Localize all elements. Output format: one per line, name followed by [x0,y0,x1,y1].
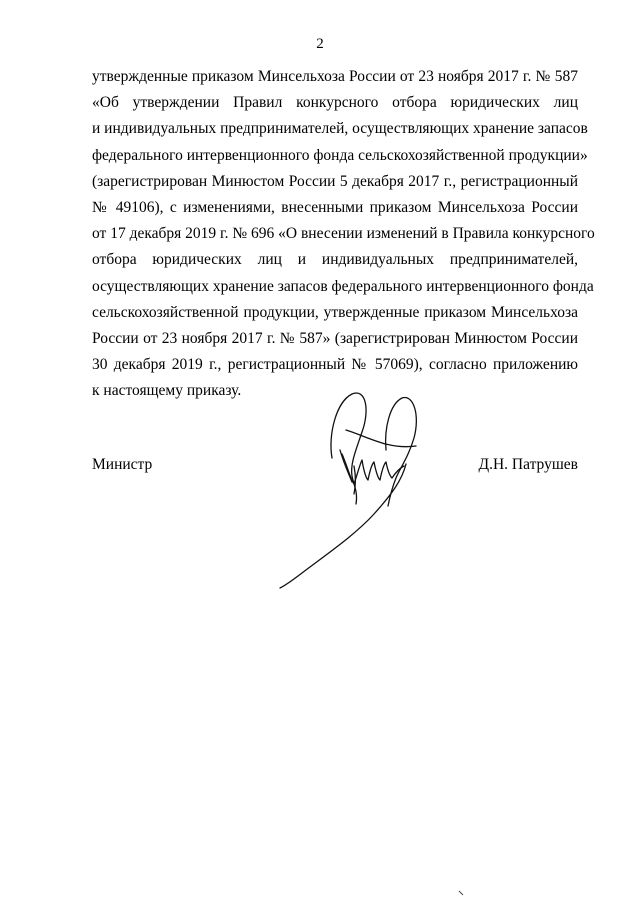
text-line: отбора юридических лиц и индивидуальных предпринимателей, [92,251,578,269]
text-line: от 17 декабря 2019 г. № 696 «О внесении изменений в Правила конкурсного [92,225,595,243]
text-line: утвержденные приказом Минсельхоза России от 23 ноября 2017 г. № 587 [92,68,578,85]
text-line: «Об утверждении Правил конкурсного отбора юридических лиц [92,94,578,112]
text-line: (зарегистрирован Минюстом России 5 декабря 2017 г., регистрационный [92,172,578,190]
body-paragraph [92,64,595,404]
handwritten-signature [270,380,440,590]
text-line: 30 декабря 2019 г., регистрационный № 57069), согласно приложению [92,356,578,374]
page-number: 2 [316,36,324,52]
signatory-title: Министр [92,456,153,473]
text-line: сельскохозяйственной продукции, утвержденные приказом Минсельхоза [92,303,578,321]
text-line: России от 23 ноября 2017 г. № 587» (зарегистрирован Минюстом России [92,329,578,347]
scan-mark [458,890,464,896]
text-line: осуществляющих хранение запасов федерального интервенционного фонда [92,277,594,295]
text-line: № 49106), с изменениями, внесенными приказом Минсельхоза России [92,198,578,216]
text-line: и индивидуальных предпринимателей, осуществляющих хранение запасов [92,120,588,138]
text-line: к настоящему приказу. [92,382,242,400]
text-line: федерального интервенционного фонда сельскохозяйственной продукции» [92,146,588,164]
signatory-name: Д.Н. Патрушев [478,456,578,473]
